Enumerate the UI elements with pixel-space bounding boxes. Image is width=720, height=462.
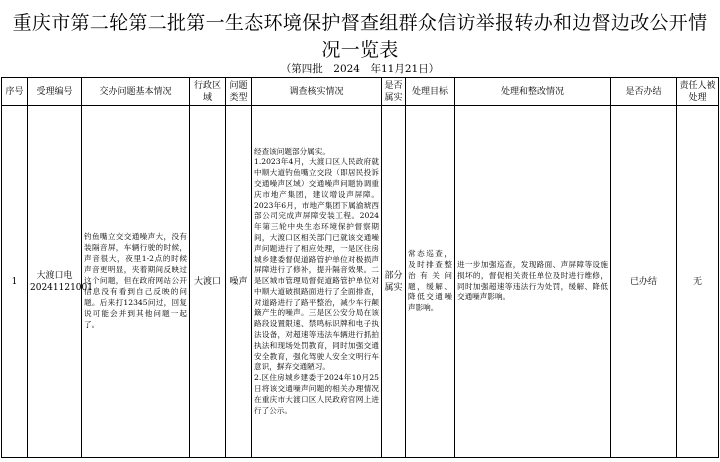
- header-target: 处理目标: [406, 78, 455, 106]
- complaints-table: [1, 77, 719, 458]
- cell-district: 大渡口: [190, 106, 226, 458]
- header-verified: 是否属实: [382, 78, 406, 106]
- cell-case-no: 大渡口电20241121001: [28, 106, 82, 458]
- cell-seq: 1: [2, 106, 28, 458]
- cell-target: [406, 106, 455, 458]
- header-investigation: 调查核实情况: [252, 78, 382, 106]
- investigation-item-1: 1.2023年4月，大渡口区人民政府就中顺大道钓鱼嘴立交段（即居民投诉交通噪声区域）交通噪声问题协调重庆市地产集团，建议增设声屏障。2023年6月，市地产集团下属渝琥西部公司完成声屏障安装工程。2024年第三轮中央生态环境保护督察期间，大渡口区相关部门已就该交通噪声问题进行了相应处理，一是区住房城乡建委督促道路管护单位对极损声屏障进行了修补，提升隔音效果。二是区城市管理局督促道路管护单位对中顺大道破损路面进行了全面排查，对道路进行了路平整治，减少车行颠簸产生的噪声。三是区公安分局在该路段设置限速、禁鸣标识牌和电子执法设备，对超速等违法车辆进行抓拍执法和现场处罚教育，同时加强交通安全教育，强化驾驶人安全文明行车意识，摒弃交通陋习。: [254, 157, 379, 372]
- cell-status: 已办结: [611, 106, 677, 458]
- cell-category: 噪声: [226, 106, 252, 458]
- cell-measures: [455, 106, 611, 458]
- header-accountability: 责任人被处理: [677, 78, 719, 106]
- header-status: 是否办结: [611, 78, 677, 106]
- document-title: 重庆市第二轮第二批第一生态环境保护督查组群众信访举报转办和边督边改公开情况一览表: [12, 12, 708, 61]
- target-text: 常态巡查，及时排查整治有关问题，缓解、降低交通噪声影响。: [408, 248, 452, 313]
- investigation-summary: 经查该问题部分属实。: [254, 146, 330, 156]
- cell-investigation: [252, 106, 382, 458]
- header-district: 行政区域: [190, 78, 226, 106]
- header-seq: 序号: [2, 78, 28, 106]
- table-header-row: [2, 78, 719, 106]
- cell-issue: [82, 106, 190, 458]
- issue-text: 钓鱼嘴立交交通噪声大，没有装隔音屏，车辆行驶的时候，声音很大，夜里1-2点的时候声音更明显，夹着期间反映过这个问题，但在政府网站公开信息没有看到自己反映的问题。后来打12345问过，回复说可能会并到其他问题一起了。: [84, 232, 187, 329]
- investigation-item-2: 2.区住房城乡建委于2024年10月25日将该交通噪声问题的相关办理情况在重庆市大渡口区人民政府官网上进行了公示。: [254, 373, 379, 415]
- table-row: [2, 106, 719, 458]
- cell-verified: 部分属实: [382, 106, 406, 458]
- header-issue: 交办问题基本情况: [82, 78, 190, 106]
- document-subtitle: （第四批 2024 年11月21日）: [280, 63, 440, 75]
- header-case-no: 受理编号: [28, 78, 82, 106]
- cell-accountability: 无: [677, 106, 719, 458]
- measures-text: 进一步加强巡查，发现路面、声屏障等设施损坏的，督促相关责任单位及时进行维修，同时加强超速等违法行为处罚，缓解、降低交通噪声影响。: [457, 259, 608, 302]
- header-category: 问题类型: [226, 78, 252, 106]
- header-measures: 处理和整改情况: [455, 78, 611, 106]
